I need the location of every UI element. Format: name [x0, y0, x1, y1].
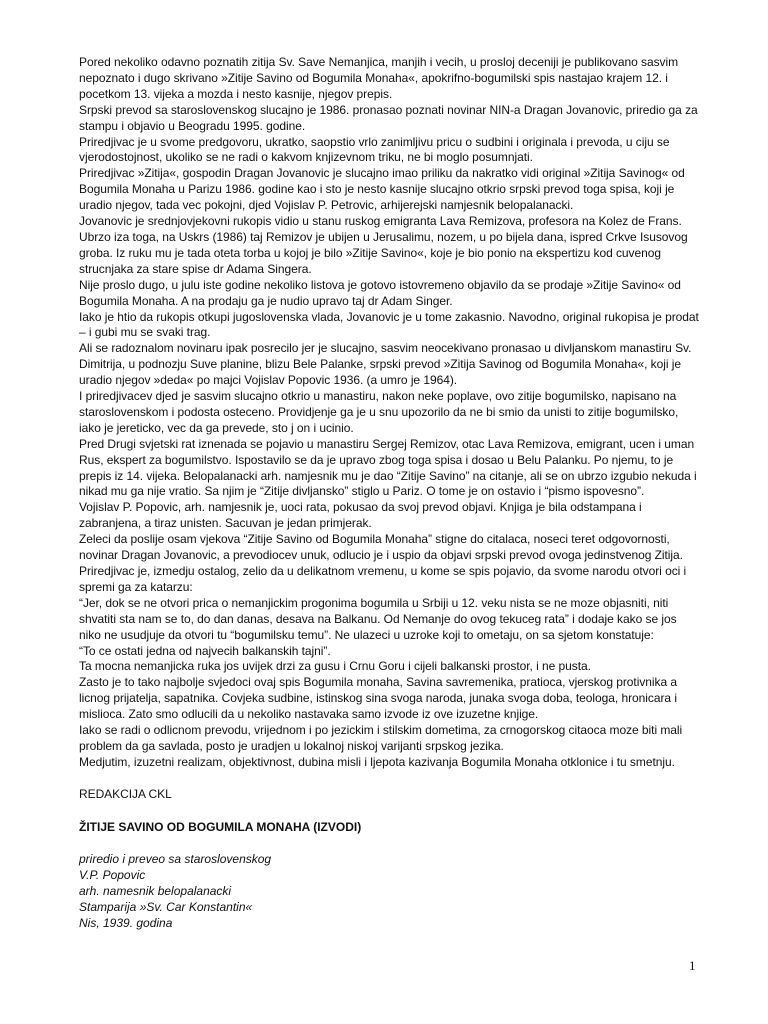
paragraph: Vojislav P. Popovic, arh. namjesnik je, uoci rata, pokusao da svoj prevod objavi. Knjiga je bila odstampana i zabranjena, a tiraz unisten. Sacuvan je jedan primjerak. [79, 500, 642, 531]
excerpt-heading: ŽITIJE SAVINO OD BOGUMILA MONAHA (IZVODI) [79, 819, 362, 834]
paragraph: Zasto je to tako najbolje svjedoci ovaj spis Bogumila monaha, Savina savremenika, pratioca, vjerskog protivnika a licnog prijatelja, sapatnika. Covjeka sudbine, istinskog sina svoga naroda, junaka svoga doba, teologa, hronicara i mislioca. Zato smo odlucili da u nekoliko nastavaka samo izvode iz ove izuzetne knjige. [79, 675, 677, 722]
paragraph: Iako se radi o odlicnom prevodu, vrijednom i po jezickim i stilskim dometima, za crnogorskog citaoca moze biti mali problem da ga savlada, posto je uradjen u lokalnoj niskoj varijanti srpskog jezika. [79, 723, 683, 753]
credit-line: V.P. Popovic [79, 867, 146, 882]
paragraph: Medjutim, izuzetni realizam, objektivnost, dubina misli i ljepota kazivanja Bogumila Monaha otklonice i tu smetnju. [79, 754, 675, 769]
quote-paragraph: “To ce ostati jedna od najvecih balkanskih tajni”. [79, 643, 331, 658]
paragraph: Ali se radoznalom novinaru ipak posrecilo jer je slucajno, sasvim neocekivano pronasao u divljanskom manastiru Sv. Dimitrija, u podnozju Suve planine, blizu Bele Palanke, srpski prevod »Zitija Savinog od Bogumila Monaha«, koji je uradio njegov »deda« po majci Vojislav Popovic 1936. (a umro je 1964). [79, 341, 692, 388]
credit-line: arh. namesnik belopalanacki [79, 883, 232, 898]
paragraph: Nije proslo dugo, u julu iste godine nekoliko listova je gotovo istovremeno objavilo da se prodaje »Zitije Savino« od Bogumila Monaha. A na prodaju ga je nudio upravo taj dr Adam Singer. [79, 277, 681, 308]
quote-paragraph: “Jer, dok se ne otvori prica o nemanjickim progonima bogumila u Srbiji u 12. veku nista se ne moze objasniti, niti shvatiti sta nam se to, do dan danas, desava na Balkanu. Od Nemanje do ovog tekuceg rata” i dodaje kako se jos niko ne usudjuje da otvori tu “bogumilsku temu”. Ne ulazeci u uzroke koji to ometaju, on sa sjetom konstatuje: [79, 595, 677, 642]
page-number: 1 [689, 958, 696, 973]
paragraph: Priredjivac »Zitija«, gospodin Dragan Jovanovic je slucajno imao priliku da nakratko vidi original »Zitija Savinog« od Bogumila Monaha u Parizu 1986. godine kao i sto je nesto kasnije slucajno otkrio srpski prevod toga spisa, koji je uradio njegov, tada vec pokojni, djed Vojislav P. Petrovic, arhijerejski namjesnik belopalanacki. [79, 166, 685, 213]
editorial-signature: REDAKCIJA CKL [79, 786, 172, 801]
paragraph: Pored nekoliko odavno poznatih zitija Sv. Save Nemanjica, manjih i vecih, u prosloj deceniji je publikovano sasvim nepoznato i dugo skrivano »Zitije Savino od Bogumila Monaha«, apokrifno-bogumilski spis nastajao krajem 12. i pocetkom 13. vijeka a mozda i nesto kasnije, njegov prepis. [79, 55, 679, 101]
paragraph: Ta mocna nemanjicka ruka jos uvijek drzi za gusu i Crnu Goru i cijeli balkanski prostor, i ne pusta. [79, 659, 591, 674]
paragraph: Pred Drugi svjetski rat iznenada se pojavio u manastiru Sergej Remizov, otac Lava Remizova, emigrant, ucen i uman Rus, ekspert za bogumilstvo. Ispostavilo se da je upravo zbog toga spisa i dosao u Belu Palanku. Po njemu, to je prepis iz 14. vijeka. Belopalanacki arh. namjesnik mu je dao “Zitije Savino” na citanje, ali se on ubrzo izgubio nekuda i nikad mu ga nije vratio. Sa njim je “Zitije divljansko” stiglo u Pariz. O tome je on ostavio i “pismo ispovesno”. [79, 436, 697, 499]
credit-line: Stamparija »Sv. Car Konstantin« [79, 899, 253, 914]
paragraph: Priredjivac je u svome predgovoru, ukratko, saopstio vrlo zanimljivu pricu o sudbini i originala i prevoda, u ciju se vjerodostojnost, ukoliko se ne radi o kakvom knjizevnom triku, ne bi moglo posumnjati. [79, 134, 670, 165]
document-page [79, 55, 699, 931]
paragraph: Zeleci da poslije osam vjekova “Zitije Savino od Bogumila Monaha” stigne do citalaca, noseci teret odgovornosti, novinar Dragan Jovanovic, a prevodiocev unuk, odlucio je i uspio da objavi srpski prevod ovoga jedinstvenog Zitija. [79, 532, 683, 563]
paragraph: I priredjivacev djed je sasvim slucajno otkrio u manastiru, nakon neke poplave, ovo zitije bogumilsko, napisano na staroslovenskom i podosta osteceno. Providjenje ga je u snu upozorilo da ne bi smio da unisti to zitije bogumilsko, iako je jereticko, vec da ga prevede, sto j on i ucinio. [79, 389, 679, 435]
credits-block [79, 851, 699, 931]
credit-line: priredio i preveo sa staroslovenskog [79, 851, 272, 866]
paragraph: Srpski prevod sa staroslovenskog slucajno je 1986. pronasao poznati novinar NIN-a Dragan Jovanovic, priredio ga za stampu i objavio u Beogradu 1995. godine. [79, 102, 698, 133]
paragraph: Priredjivac je, izmedju ostalog, zelio da u delikatnom vremenu, u kome se spis pojavio, da svome narodu otvori oci i spremi ga za katarzu: [79, 564, 687, 594]
credit-line: Nis, 1939. godina [79, 915, 173, 930]
paragraph: Jovanovic je srednjovjekovni rukopis vidio u stanu ruskog emigranta Lava Remizova, profesora na Kolez de Frans. Ubrzo iza toga, na Uskrs (1986) taj Remizov je ubijen u Jerusalimu, nozem, u po bijela dana, ispred Crkve Isusovog groba. Iz ruku mu je tada oteta torba u kojoj je bilo »Zitije Savino«, koje je bio ponio na ekspertizu kod cuvenog strucnjaka za stare spise dr Adama Singera. [79, 214, 688, 276]
article-body [79, 55, 699, 771]
paragraph: Iako je htio da rukopis otkupi jugoslovenska vlada, Jovanovic je u tome zakasnio. Navodno, original rukopisa je prodat – i gubi mu se svaki trag. [79, 309, 699, 340]
